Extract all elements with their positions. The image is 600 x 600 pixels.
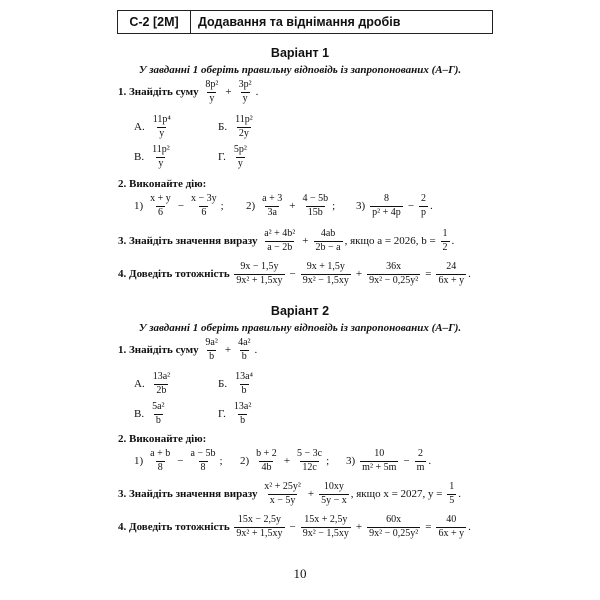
v1-task-2-2: 2) $\frac{a + 3}{3a}$ + $\frac{4 - 5b}{15b}$ ; [246,193,336,218]
v2-option-d: Г. $\frac{\text{13a²}}{b}$ [218,401,252,426]
v2-task-1: 1. Знайдіть суму $\frac{\text{9a²}}{b}$ + $\frac{\text{4a²}}{b}$ . [118,337,258,362]
v1-option-c: В. $\frac{\text{11p²}}{y}$ [134,144,170,169]
page-number: 10 [293,566,307,581]
variant-2-instruction: У завданні 1 оберіть правильну відповідь із запропонованих (А–Г). [138,322,462,334]
v1-task-2: 2. Виконайте дію: [118,178,207,190]
header-code: С-2 [2М] [118,11,191,33]
v1-option-b: Б. $\frac{\text{11p²}}{2y}$ [218,114,253,139]
v2-task-2: 2. Виконайте дію: [118,433,207,445]
v2-task-3: 3. Знайдіть значення виразу $\frac{\text{x² + 25y²}}{x - 5y}$ + $\frac{10xy}{5y - x}$ , якщо x = 2027, y = $\frac{1}{5}$ . [118,481,461,506]
v1-option-d: Г. $\frac{\text{5p²}}{y}$ [218,144,247,169]
v2-task-2-3: 3) $\frac{10}{\text{m² + 5m}}$ − $\frac{2}{m}$ . [346,448,432,473]
v1-task-2-3: 3) $\frac{8}{\text{p² + 4p}}$ − $\frac{2}{p}$ . [356,193,433,218]
v1-task-3: 3. Знайдіть значення виразу $\frac{\text{a² + 4b²}}{a - 2b}$ + $\frac{4ab}{2b - a}$ , якщо a = 2026, b = $\frac{1}{2}$ . [118,228,455,253]
v1-task-2-1: 1) $\frac{x + y}{6}$ − $\frac{x - 3y}{6}$ ; [134,193,224,218]
v2-option-b: Б. $\frac{\text{13a⁴}}{b}$ [218,371,254,396]
v1-task-4: 4. Доведіть тотожність $\frac{9x - 1,5y}{\text{9x² + 1,5xy}}$ − $\frac{9x + 1,5y}{\text{9x² − 1,5xy}}$ + $\frac{36x}{\text{9x² − 0,25y²}}$ = $\frac{24}{6x + y}$ . [118,261,471,286]
header-title: Додавання та віднімання дробів [198,15,401,29]
v2-task-2-1: 1) $\frac{a + b}{8}$ − $\frac{a - 5b}{8}$ ; [134,448,223,473]
v2-task-2-2: 2) $\frac{b + 2}{4b}$ + $\frac{5 - 3c}{12c}$ ; [240,448,330,473]
v2-task-4: 4. Доведіть тотожність $\frac{15x - 2,5y}{\text{9x² + 1,5xy}}$ − $\frac{15x + 2,5y}{\text{9x² − 1,5xy}}$ + $\frac{60x}{\text{9x² − 0,25y²}}$ = $\frac{40}{6x + y}$ . [118,514,471,539]
header-box [117,10,493,34]
v2-option-a: А. $\frac{\text{13a²}}{2b}$ [134,371,171,396]
v1-option-a: А. $\frac{\text{11p⁴}}{y}$ [134,114,171,139]
v2-option-c: В. $\frac{\text{5a²}}{b}$ [134,401,165,426]
variant-1-title: Варіант 1 [270,46,330,60]
variant-2-title: Варіант 2 [270,304,330,318]
v1-task-1: 1. Знайдіть суму $\frac{\text{8p²}}{y}$ + $\frac{\text{3p²}}{y}$ . [118,79,259,104]
variant-1-instruction: У завданні 1 оберіть правильну відповідь із запропонованих (А–Г). [138,64,462,76]
